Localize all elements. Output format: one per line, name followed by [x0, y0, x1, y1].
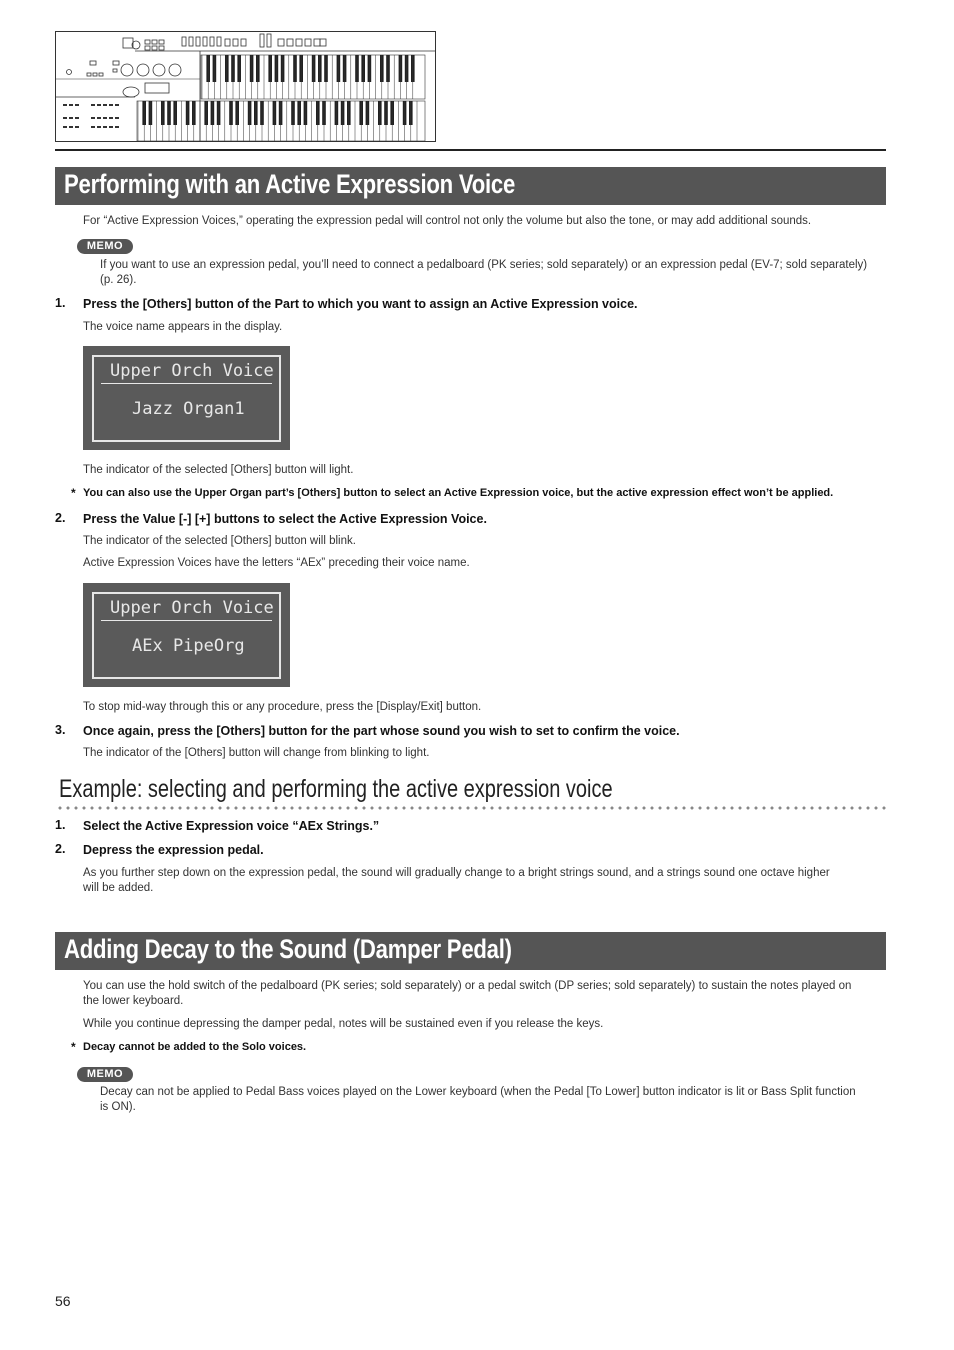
lcd-frame: [92, 592, 281, 679]
memo-badge: MEMO: [77, 239, 133, 254]
memo-text-cont: (p. 26).: [100, 274, 137, 286]
memo-text-cont: is ON).: [100, 1101, 136, 1113]
lcd-line-2: AEx PipeOrg: [132, 636, 245, 656]
asterisk: *: [71, 1040, 76, 1054]
body-text: While you continue depressing the damper pedal, notes will be sustained even if you release the keys.: [83, 1018, 604, 1030]
organ-panel-illustration: [55, 31, 437, 143]
step-note: The indicator of the selected [Others] button will light.: [83, 464, 354, 476]
section-heading-bar: [55, 167, 886, 205]
lcd-line-1: Upper Orch Voice: [110, 361, 274, 381]
section-title: Adding Decay to the Sound (Damper Pedal): [64, 934, 512, 964]
lcd-display: [83, 583, 290, 687]
step-note: Active Expression Voices have the letters “AEx” preceding their voice name.: [83, 557, 470, 569]
asterisk: *: [71, 486, 76, 500]
warning-text: Decay cannot be added to the Solo voices.: [83, 1041, 307, 1053]
step-note: The indicator of the [Others] button will change from blinking to light.: [83, 747, 430, 759]
body-text-cont: the lower keyboard.: [83, 995, 184, 1007]
header-rule: [55, 149, 886, 151]
step-number: 2.: [55, 511, 66, 525]
step-instruction: Depress the expression pedal.: [83, 843, 264, 857]
step-note: The voice name appears in the display.: [83, 321, 283, 333]
lcd-line-1: Upper Orch Voice: [110, 598, 274, 618]
subsection-title: Example: selecting and performing the active expression voice: [59, 775, 613, 803]
step-instruction: Select the Active Expression voice “AEx Strings.”: [83, 819, 380, 833]
step-number: 1.: [55, 818, 66, 832]
step-number: 1.: [55, 296, 66, 310]
step-note: As you further step down on the expression pedal, the sound will gradually change to a bright strings sound, and a strings sound one octave higher: [83, 867, 830, 879]
memo-text: Decay can not be applied to Pedal Bass voices played on the Lower keyboard (when the Pedal [To Lower] button indicator is lit or Bass Split function: [100, 1086, 856, 1098]
section-heading-bar: [55, 932, 886, 970]
step-instruction: Once again, press the [Others] button for the part whose sound you wish to set to confirm the voice.: [83, 724, 680, 738]
step-note-cont: will be added.: [83, 882, 154, 894]
step-note: The indicator of the selected [Others] button will blink.: [83, 535, 356, 547]
step-instruction: Press the [Others] button of the Part to which you want to assign an Active Expression voice.: [83, 297, 638, 311]
body-text: You can use the hold switch of the pedalboard (PK series; sold separately) or a pedal switch (DP series; sold separately) to sustain the notes played on: [83, 980, 852, 992]
step-number: 2.: [55, 842, 66, 856]
memo-badge: MEMO: [77, 1067, 133, 1082]
dotted-rule: [56, 806, 886, 810]
step-note: To stop mid-way through this or any procedure, press the [Display/Exit] button.: [83, 701, 482, 713]
step-number: 3.: [55, 723, 66, 737]
lcd-divider: [101, 383, 272, 384]
lcd-divider: [101, 620, 272, 621]
warning-text: You can also use the Upper Organ part’s [Others] button to select an Active Expression voice, but the active expression effect won’t be applied.: [83, 487, 834, 499]
lcd-line-2: Jazz Organ1: [132, 399, 245, 419]
intro-text: For “Active Expression Voices,” operating the expression pedal will control not only the volume but also the tone, or may add additional sounds.: [83, 215, 812, 227]
page-number: 56: [55, 1293, 71, 1309]
memo-text: If you want to use an expression pedal, you’ll need to connect a pedalboard (PK series; sold separately) or an expression pedal (EV-7; sold separately): [100, 259, 868, 271]
section-title: Performing with an Active Expression Voice: [64, 169, 516, 199]
step-instruction: Press the Value [-] [+] buttons to select the Active Expression Voice.: [83, 512, 487, 526]
lcd-frame: [92, 355, 281, 442]
lcd-display: [83, 346, 290, 450]
